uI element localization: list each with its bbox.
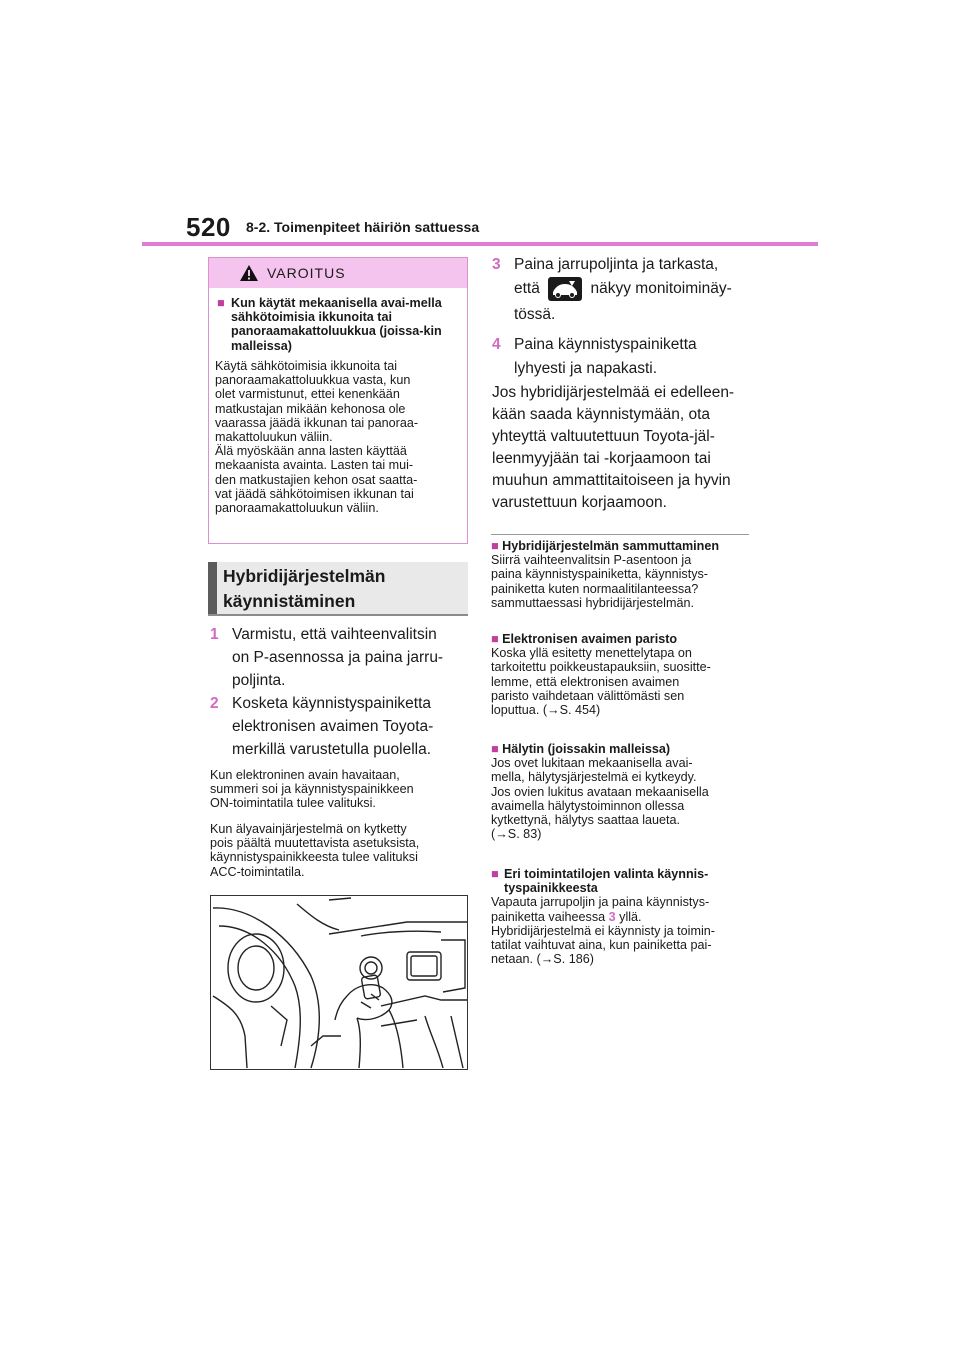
info-line: tatilat vaihtuvat aina, kun painiketta pai-	[491, 938, 712, 953]
step-word: näkyy monitoiminäy-	[590, 280, 732, 298]
step-number: 4	[492, 336, 501, 353]
warning-line: matkustajan mikään kehonosa ole	[215, 401, 406, 416]
info-line: tarkoitettu poikkeustapauksiin, suositte-	[491, 660, 711, 675]
warning-line: panoraamakattoluukun väliin.	[215, 501, 379, 516]
info-body	[491, 646, 761, 717]
note-key-detected	[210, 768, 472, 811]
info-line: paristo vaihdetaan välittömästi sen	[491, 688, 685, 703]
step-line: Varmistu, että vaihteenvalitsin	[232, 626, 437, 643]
warning-line: Älä myöskään anna lasten käyttää	[215, 444, 407, 459]
warning-box	[208, 257, 468, 544]
info-line: loputtua. (→S. 454)	[491, 703, 601, 718]
info-alarm	[491, 742, 761, 841]
vehicle-ready-icon	[548, 277, 582, 301]
square-bullet-icon: ■	[491, 632, 499, 646]
heading-bar	[208, 562, 217, 614]
step-4	[492, 333, 762, 381]
step-3	[492, 253, 762, 325]
info-line: kytkettynä, hälytys saattaa laueta.	[491, 813, 681, 828]
para-line: Jos hybridijärjestelmää ei edelleen-	[492, 384, 735, 401]
para-line: varustettuun korjaamoon.	[492, 494, 667, 511]
note-line: summeri soi ja käynnistyspainikkeen	[210, 782, 414, 797]
step-2	[210, 692, 470, 762]
step-number: 1	[210, 626, 219, 643]
paragraph-contact-dealer	[492, 382, 762, 514]
note-line: Kun elektroninen avain havaitaan,	[210, 768, 400, 782]
step-text	[514, 253, 732, 327]
square-bullet-icon: ■	[491, 539, 499, 553]
info-line: mella, hälytysjärjestelmä ei kytkeydy.	[491, 770, 697, 785]
info-title	[491, 742, 761, 756]
warning-line: olet varmistunut, ettei kenenkään	[215, 387, 400, 402]
illustration-start-button	[210, 895, 468, 1070]
step-number: 3	[492, 256, 501, 273]
step-text	[514, 333, 697, 381]
warning-line: makattoluukun väliin.	[215, 430, 333, 445]
info-line: avaimella hälytystoiminnon ollessa	[491, 798, 685, 813]
info-title-line: Eri toimintatilojen valinta käynnis-	[504, 867, 709, 881]
info-word: painiketta vaiheessa	[491, 909, 606, 924]
step-1	[210, 623, 470, 693]
info-title-text: Elektronisen avaimen paristo	[502, 632, 678, 646]
note-line: pois päältä muutettavista asetuksista,	[210, 836, 420, 851]
info-line: (→S. 83)	[491, 827, 542, 842]
info-shutdown	[491, 539, 761, 610]
step-reference: 3	[608, 909, 616, 924]
header-rule	[142, 242, 818, 246]
heading-line: Hybridijärjestelmän	[223, 566, 386, 586]
para-line: leenmyyjään tai -korjaamoon tai	[492, 450, 711, 467]
info-line: lemme, että elektronisen avaimen	[491, 674, 680, 689]
heading-line: käynnistäminen	[223, 591, 356, 611]
square-bullet-icon: ■	[217, 296, 225, 310]
step-line: Kosketa käynnistyspainiketta	[232, 695, 432, 712]
info-title-text: Hybridijärjestelmän sammuttaminen	[502, 539, 720, 553]
info-title	[491, 867, 761, 895]
info-line: Koska yllä esitetty menettelytapa on	[491, 646, 692, 661]
step-line: tössä.	[514, 306, 556, 323]
info-body	[491, 895, 761, 966]
step-line: Paina käynnistyspainiketta	[514, 336, 697, 353]
info-line: Siirrä vaihteenvalitsin P-asentoon ja	[491, 553, 692, 568]
section-heading	[208, 562, 468, 616]
square-bullet-icon: ■	[491, 867, 499, 881]
info-body	[491, 553, 761, 610]
warning-body	[215, 359, 463, 515]
step-line: poljinta.	[232, 672, 286, 689]
note-smart-key-off	[210, 822, 472, 879]
square-bullet-icon: ■	[491, 742, 499, 756]
section-title: 8-2. Toimenpiteet häiriön sattuessa	[246, 219, 480, 235]
warning-triangle-icon	[239, 264, 259, 282]
info-title	[491, 539, 761, 553]
para-line: yhteyttä valtuutettuun Toyota-jäl-	[492, 428, 715, 445]
info-line	[491, 910, 761, 924]
info-battery	[491, 632, 761, 717]
info-title-line: tyspainikkeesta	[504, 881, 598, 896]
note-line: Kun älyavainjärjestelmä on kytketty	[210, 822, 407, 836]
warning-line: Käytä sähkötoimisia ikkunoita tai	[215, 359, 398, 373]
info-line: netaan. (→S. 186)	[491, 952, 594, 967]
illustration-drawing	[211, 896, 467, 1069]
note-line: käynnistyspainikkeesta tulee valituksi	[210, 850, 418, 865]
step-line: merkillä varustetulla puolella.	[232, 741, 432, 758]
info-line: Vapauta jarrupoljin ja paina käynnistys-	[491, 895, 710, 910]
step-number: 2	[210, 695, 219, 712]
step-line	[514, 277, 732, 303]
info-line: Hybridijärjestelmä ei käynnisty ja toimin-	[491, 923, 715, 938]
warning-subheading-text: Kun käytät mekaanisella avai-mella sähkötoimisia ikkunoita tai panoraamakattoluukkua (joissa-kin malleissa)	[231, 296, 442, 353]
warning-line: vat jäädä sähkötoimisen ikkunan tai	[215, 486, 414, 501]
step-text	[232, 623, 443, 692]
warning-title: VAROITUS	[267, 265, 346, 281]
warning-line: vaarassa jäädä ikkunan tai panoraa-	[215, 415, 419, 430]
warning-line: den matkustajien kehon osat saatta-	[215, 472, 418, 487]
step-line: Paina jarrupoljinta ja tarkasta,	[514, 256, 719, 273]
info-line: painiketta kuten normaalitilanteessa?	[491, 581, 699, 596]
divider	[491, 534, 749, 535]
info-word: yllä.	[619, 909, 642, 924]
info-title-text	[491, 867, 761, 895]
note-line: ACC-toimintatila.	[210, 864, 305, 879]
warning-line: panoraamakattoluukkua vasta, kun	[215, 373, 411, 388]
info-title	[491, 632, 761, 646]
step-line: on P-asennossa ja paina jarru-	[232, 649, 444, 666]
note-line: ON-toimintatila tulee valituksi.	[210, 796, 376, 811]
info-body	[491, 756, 761, 841]
info-title-text: Hälytin (joissakin malleissa)	[502, 742, 671, 756]
step-line: elektronisen avaimen Toyota-	[232, 718, 434, 735]
para-line: kään saada käynnistymään, ota	[492, 406, 710, 423]
info-modes	[491, 867, 761, 966]
step-text	[232, 692, 433, 761]
info-line: Jos ovet lukitaan mekaanisella avai-	[491, 756, 693, 771]
step-line: lyhyesti ja napakasti.	[514, 360, 658, 377]
info-line: paina käynnistyspainiketta, käynnistys-	[491, 567, 709, 582]
step-word: että	[514, 280, 540, 298]
para-line: muuhun ammattitaitoiseen ja hyvin	[492, 472, 731, 489]
info-line: Jos ovien lukitus avataan mekaanisella	[491, 784, 709, 799]
warning-line: mekaanista avainta. Lasten tai mui-	[215, 458, 414, 473]
info-line: sammuttaessasi hybridijärjestelmän.	[491, 595, 694, 610]
section-heading-text	[223, 564, 385, 614]
page-number: 520	[186, 212, 231, 242]
